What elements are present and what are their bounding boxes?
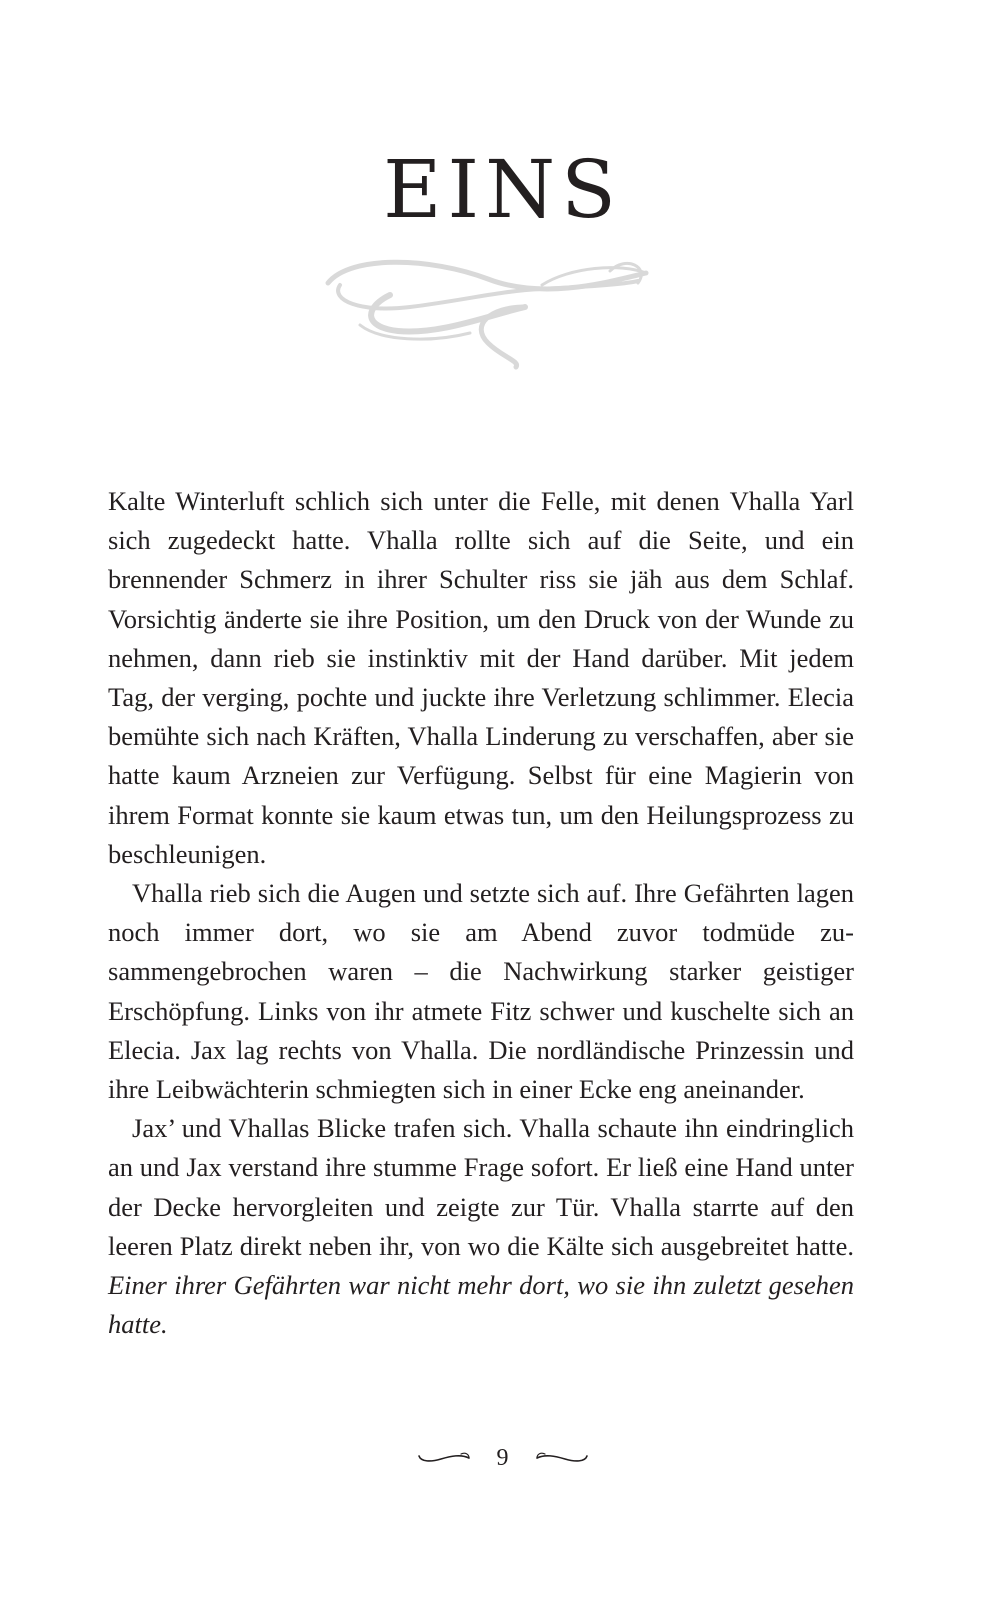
- chapter-title: EINS: [383, 143, 622, 236]
- right-swash-icon: [535, 1450, 589, 1466]
- paragraph-3-italic-text: Einer ihrer Gefährten war nicht mehr dort, wo sie ihn zuletzt gesehen hatte.: [108, 1270, 854, 1340]
- paragraph-1: Kalte Winterluft schlich sich unter die Felle, mit denen Vhalla Yarl sich zugedeckt hatte. Vhalla rollte sich auf die Seite, und ein brennender Schmerz in ihrer Schulter riss sie jäh aus dem Schlaf. Vorsichtig änderte sie ihre Position, um den Druck von der Wunde zu nehmen, dann rieb sie instinktiv mit der Hand darüber. Mit jedem Tag, der verging, pochte und juckte ihre Verletzung schlimmer. Elecia bemühte sich nach Kräften, Vhalla Linderung zu verschaffen, aber sie hatte kaum Arzneien zur Verfügung. Selbst für eine Magierin von ihrem Format konnte sie kaum etwas tun, um den Heilungsprozess zu beschleunigen.: [108, 486, 854, 869]
- paragraph-3-regular-text: Jax’ und Vhallas Blicke trafen sich. Vhalla schaute ihn eindringlich an und Jax verstand ihre stumme Frage sofort. Er ließ eine Hand unter der Decke hervorgleiten und zeigte zur Tür. Vhalla starrte auf den leeren Platz direkt neben ihr, von wo die Kälte sich ausgebreitet hatte.: [108, 1113, 854, 1261]
- flourish-ornament-icon: [320, 245, 655, 370]
- chapter-body-text: [108, 482, 854, 1344]
- paragraph-2: Vhalla rieb sich die Augen und setzte sich auf. Ihre Gefährten lagen noch immer dort, wo sie am Abend zuvor todmüde zusammengebrochen waren – die Nachwirkung starker geistiger Erschöpfung. Links von ihr atmete Fitz schwer und kuschelte sich an Elecia. Jax lag rechts von Vhalla. Die nordländische Prinzessin und ihre Leibwächterin schmiegten sich in einer Ecke eng aneinander.: [108, 878, 854, 1105]
- page-number: 9: [496, 1444, 509, 1471]
- paragraph-3: [108, 1109, 854, 1344]
- page-footer: [0, 1438, 1005, 1478]
- left-swash-icon: [417, 1450, 471, 1466]
